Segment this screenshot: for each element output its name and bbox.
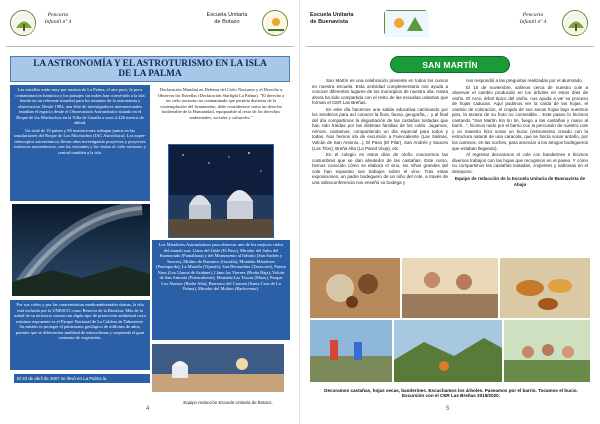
group-photo xyxy=(504,320,590,382)
intro-paragraph-2: Un total de 19 países y 60 instituciones trabajan juntos en las instalaciones del Roque de Los Muchachos (IAC Astrofísica). Los super-telescopios astronómicos llevan años investigando proyectos y proyectos turísticos astronómicos, con los visitantes y las visitas al cielo nocturno y central también a la isla. xyxy=(14,127,146,156)
paragraph: San Martín es una celebración presente en todos los cursos en nuestra escuela. Esta actividad complementaria nos ayuda a conocer diferentes lugares de los municipios de nuestra isla. Hasta ahora ha sido compartida con el resto de las escuelas unitarias que forman el CER Las Breñas. xyxy=(312,78,448,106)
page-number-left: 4 xyxy=(146,406,150,412)
telescope-photo xyxy=(168,144,274,238)
magazine-name: Pencarta Infantil nº 4 xyxy=(519,12,547,25)
paragraph: Al regresar decoramos el cole con banderines e hicimos diversos trabajos con las hojas que recogimos en el paseo. Y cómo no compartimos las castañas tostadas, crujientes y sabrosas en el desayuno. xyxy=(452,152,588,174)
photo-caption: El 20 de abril de 2007 se llevó en La Palma la xyxy=(14,374,150,383)
classroom-photo xyxy=(402,258,498,318)
school-name: Escuela Unitaria de Buenavista xyxy=(310,12,354,25)
paragraph: En este día hacemos una salida educativa caminando por los senderos para así conocer la flora, fauna, geografía,... y al final del día compartimos la degustación de las castañas tostadas que han sido traídas por las distintas familias de los colés. Jugamos, reímos, cantamos, compartiendo un día especial para todos y todas. Nos hemos ido de excursión a Fuencaliente (Las Salinas, Volcán de San Antonio...), El Paso (El Pilar), San Andrés y Sauces (Los Tilos), Breña Alta (La Pared Vieja), etc. xyxy=(312,106,448,151)
photo-collage-caption: Decoramos castañas, hojas secas, banderines. Escuchamos los árboles. Paseamos por el barrio. Tocamos el bucio. Excursión con el CER Las Breñas 2019/2020. xyxy=(324,388,578,399)
starlight-paragraph: Declaración Mundial en Defensa del Cielo Nocturno y el Derecho a Observar las Estrellas (Declaración Starlight La Palma). "El derecho a un cielo nocturno no contaminado que permita disfrutar de la contemplación del firmamento, debe considerarse como un derecho inalienable de la Humanidad, equiparable al resto de los derechos ambientales, sociales y culturales." xyxy=(157,87,285,120)
header-rule xyxy=(6,46,294,47)
biosphere-panel: Por sus cielos y por las características medioambientales únicas, la isla está incluida por la UNESCO como Reserva de la Biosfera. Más de la mitad de su territorio cuenta con algún tipo de protección ambiental cuyo máximo exponente es el Parque Nacional de La Caldera de Taburiente. Su misión es proteger el patrimonio geológico de millones de años, permite que se diferencien multitud de microclimas y sorprenda el gran contraste de vegetación. xyxy=(10,300,150,370)
page-number-right: 5 xyxy=(446,406,450,412)
article-title xyxy=(10,56,290,82)
milky-way-photo xyxy=(12,204,150,296)
chestnuts-photo xyxy=(310,258,400,318)
header-rule xyxy=(306,46,594,47)
school-name: Escuela Unitaria de Botazo xyxy=(206,12,248,25)
article-column-1 xyxy=(312,78,448,254)
article-column-2 xyxy=(452,78,588,254)
paragraph: nos respondió a las preguntas realizadas por el alumnado. xyxy=(466,78,583,83)
right-page-header xyxy=(306,8,594,50)
article-title-line1: LA ASTRONOMÍA Y EL ASTROTURISMO EN LA ISLA xyxy=(33,58,267,69)
page-fold xyxy=(299,0,300,424)
kids-walk-photo xyxy=(310,320,392,382)
school-logo-icon xyxy=(262,10,288,36)
viewpoints-panel: Los Miradores Astronómicos para observar uno de los mejores cielos del mundo son: Llano del Jable (El Paso), Mirador del Salto del Enamorado (Puntallana) y del Monumento al Infinito (San Andrés y Sauces), Molino de Barranco (Garafía), Montaña Miradores (Puntagorda), La Muralla (Tijarafe), San Bernardino (Tazacorte), Puerto Naos (Los Llanos de Aridane), Llano los Viernes (Breña Baja), Volcán de San Antonio (Fuencaliente), Montaña Las Toscas (Mazo), Parque Los Alamos (Breña Alta), Barranco del Carmen (Santa Cruz de La Palma), Mirador del Molino (Barlovento). xyxy=(152,240,290,340)
intro-panel xyxy=(10,85,150,201)
right-page xyxy=(306,8,594,416)
intro-paragraph: Las estrellas están muy por encima de La Palma, el aire puro, la poca contaminación lumínica y los paisajes sin nubes han convertido a la isla bonita en un referente mundial para los amantes de la astronomía y observación. Desde 1984, una élite de investigadores internacionales estudian el espacio desde el Observatorio Astronómico situado en el Roque de los Muchachos en la Villa de Garafía a unos 2.426 metros de altitud. xyxy=(15,87,145,126)
magazine-name: Pencarta Infantil nº 4 xyxy=(44,12,72,25)
left-page xyxy=(6,8,294,416)
excursion-photo xyxy=(394,320,502,382)
left-page-credit: Equipo redacción Escuela Unitaria de Botazo. xyxy=(183,400,273,405)
leaves-craft-photo xyxy=(500,258,590,318)
left-page-header xyxy=(6,8,294,50)
article-title: SAN MARTÍN xyxy=(390,56,510,73)
editorial-signature: Equipo de redacción de la Escuela Unitaria de Buenavista de Abajo xyxy=(454,176,586,187)
paragraph: En el colegio en estos días de otoño conocemos las costumbres que se dan alrededor de las castañas. Este curso, hemos conocido cómo se elabora el vino, los niños grandes del cole han expuesto sus trabajos sobre el vino. Tras estas exposiciones, un padre bodeguero de un niño del cole, a través de una videoconferencia nos enseñó su bodega y xyxy=(312,152,448,185)
paragraph: El 10 de noviembre, salimos cerca de nuestro cole a observar el cambio producido en los árboles en estos días de otoño. El Arce, árbol típico del otoño, nos ayuda a ver su proceso de hojas caducas. Aquí pudimos ver la caída de las hojas, el cambio de coloración, el crujido de sus secas hojas bajo nuestros pies, la textura de su fruto no comestible... Este paseo lo hicimos cantando "San Martín trin tin tin, fuego a las castañas y mano al barril...", hicimos ruido por el barrio con la percusión de nuestro cole y un maestro hizo sonar un bucio (instrumento creado con la estructura natural de una caracola, que se hacía sonar antaño, por los caminos, en las noches, para anunciar a los amigos bodegueros que estaban llegando). xyxy=(452,84,588,151)
tree-logo-icon xyxy=(562,10,588,36)
observatory-photo xyxy=(152,344,284,392)
article-title-line2: DE LA PALMA xyxy=(118,69,182,79)
school-logo-icon xyxy=(384,10,428,36)
tree-logo-icon xyxy=(10,10,36,36)
